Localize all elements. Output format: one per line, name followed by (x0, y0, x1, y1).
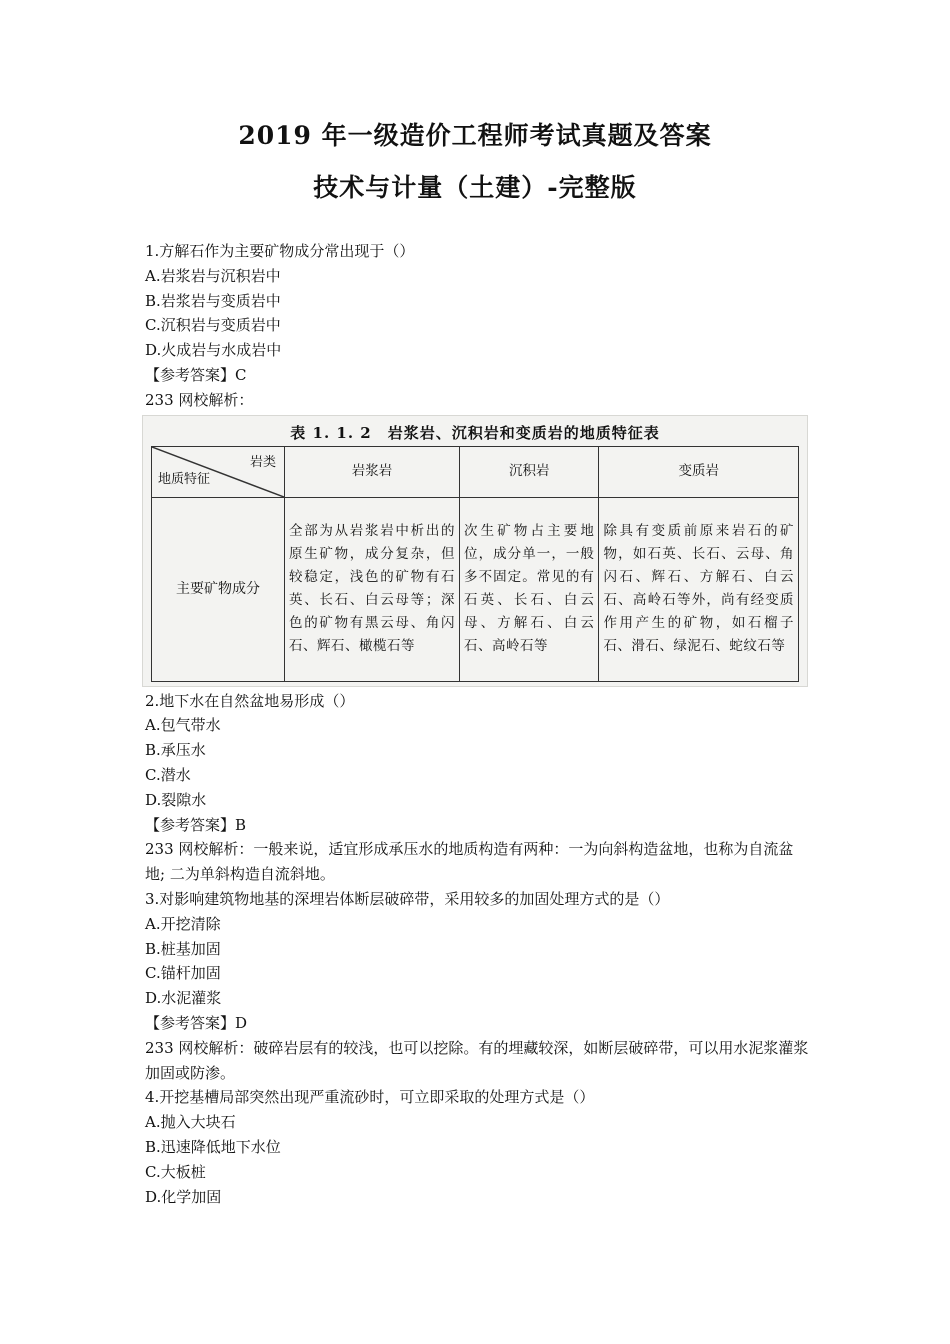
rock-features-table (151, 446, 799, 682)
question-4-option-b: B.迅速降低地下水位 (145, 1137, 281, 1156)
row-header-main-minerals: 主要矿物成分 (152, 497, 285, 681)
question-1-answer: 【参考答案】C (145, 365, 247, 384)
cell-igneous: 全部为从岩浆岩中析出的原生矿物，成分复杂，但较稳定，浅色的矿物有石英、长石、白云母等；深色的矿物有黑云母、角闪石、辉石、橄榄石等 (285, 497, 460, 681)
question-1-option-d: D.火成岩与水成岩中 (145, 341, 282, 360)
question-2-answer: 【参考答案】B (145, 815, 247, 834)
question-1-option-a: A.岩浆岩与沉积岩中 (145, 266, 281, 285)
table-header-row (152, 446, 799, 497)
question-4-option-a: A.抛入大块石 (145, 1113, 236, 1132)
question-3-stem: 3.对影响建筑物地基的深埋岩体断层破碎带，采用较多的加固处理方式的是（） (145, 889, 670, 908)
table-data-row (152, 497, 799, 681)
question-1-option-c: C.沉积岩与变质岩中 (145, 316, 281, 335)
question-3-option-b: B.桩基加固 (145, 939, 221, 958)
question-2-option-c: C.潜水 (145, 765, 191, 784)
column-header-sedimentary: 沉积岩 (460, 446, 599, 497)
table-caption: 表 1. 1. 2 岩浆岩、沉积岩和变质岩的地质特征表 (290, 423, 660, 442)
question-1-stem: 1.方解石作为主要矿物成分常出现于（） (145, 242, 415, 260)
cell-sedimentary: 次生矿物占主要地位，成分单一，一般多不固定。常见的有石英、长石、白云母、方解石、白云石、高岭石等 (460, 497, 599, 681)
document-body (145, 239, 810, 1209)
corner-label-bottom: 地质特征 (158, 471, 211, 487)
question-2-stem: 2.地下水在自然盆地易形成（） (145, 691, 355, 710)
column-header-metamorphic: 变质岩 (599, 446, 799, 497)
question-2-option-d: D.裂隙水 (145, 790, 207, 809)
corner-label-top: 岩类 (249, 454, 276, 470)
question-3-option-c: C.锚杆加固 (145, 964, 221, 983)
question-3-analysis: 233 网校解析：破碎岩层有的较浅，也可以挖除。有的埋藏较深，如断层破碎带，可以用水泥浆灌浆加固或防渗。 (145, 1038, 809, 1082)
question-4-stem: 4.开挖基槽局部突然出现严重流砂时，可立即采取的处理方式是（） (145, 1088, 595, 1107)
question-2-analysis: 233 网校解析：一般来说，适宜形成承压水的地质构造有两种：一为向斜构造盆地，也称为自流盆地; 二为单斜构造自流斜地。 (145, 840, 794, 884)
question-2-option-a: A.包气带水 (145, 716, 221, 735)
question-3-option-d: D.水泥灌浆 (145, 989, 222, 1008)
column-header-igneous: 岩浆岩 (285, 446, 460, 497)
document-title: 2019 年一级造价工程师考试真题及答案 (238, 121, 712, 150)
cell-metamorphic: 除具有变质前原来岩石的矿物，如石英、长石、云母、角闪石、辉石、方解石、白云石、高岭石等外，尚有经变质作用产生的矿物，如石榴子石、滑石、绿泥石、蛇纹石等 (599, 497, 799, 681)
question-3-option-a: A.开挖清除 (145, 914, 221, 933)
question-2-option-b: B.承压水 (145, 741, 206, 760)
question-1-analysis: 233 网校解析： (145, 390, 254, 409)
question-4-option-d: D.化学加固 (145, 1187, 222, 1206)
question-3-answer: 【参考答案】D (145, 1013, 248, 1032)
question-1-option-b: B.岩浆岩与变质岩中 (145, 291, 281, 310)
rock-features-table-image (142, 415, 808, 687)
document-subtitle: 技术与计量（土建）-完整版 (313, 173, 637, 202)
question-4-option-c: C.大板桩 (145, 1162, 206, 1181)
table-corner-cell (152, 446, 285, 497)
